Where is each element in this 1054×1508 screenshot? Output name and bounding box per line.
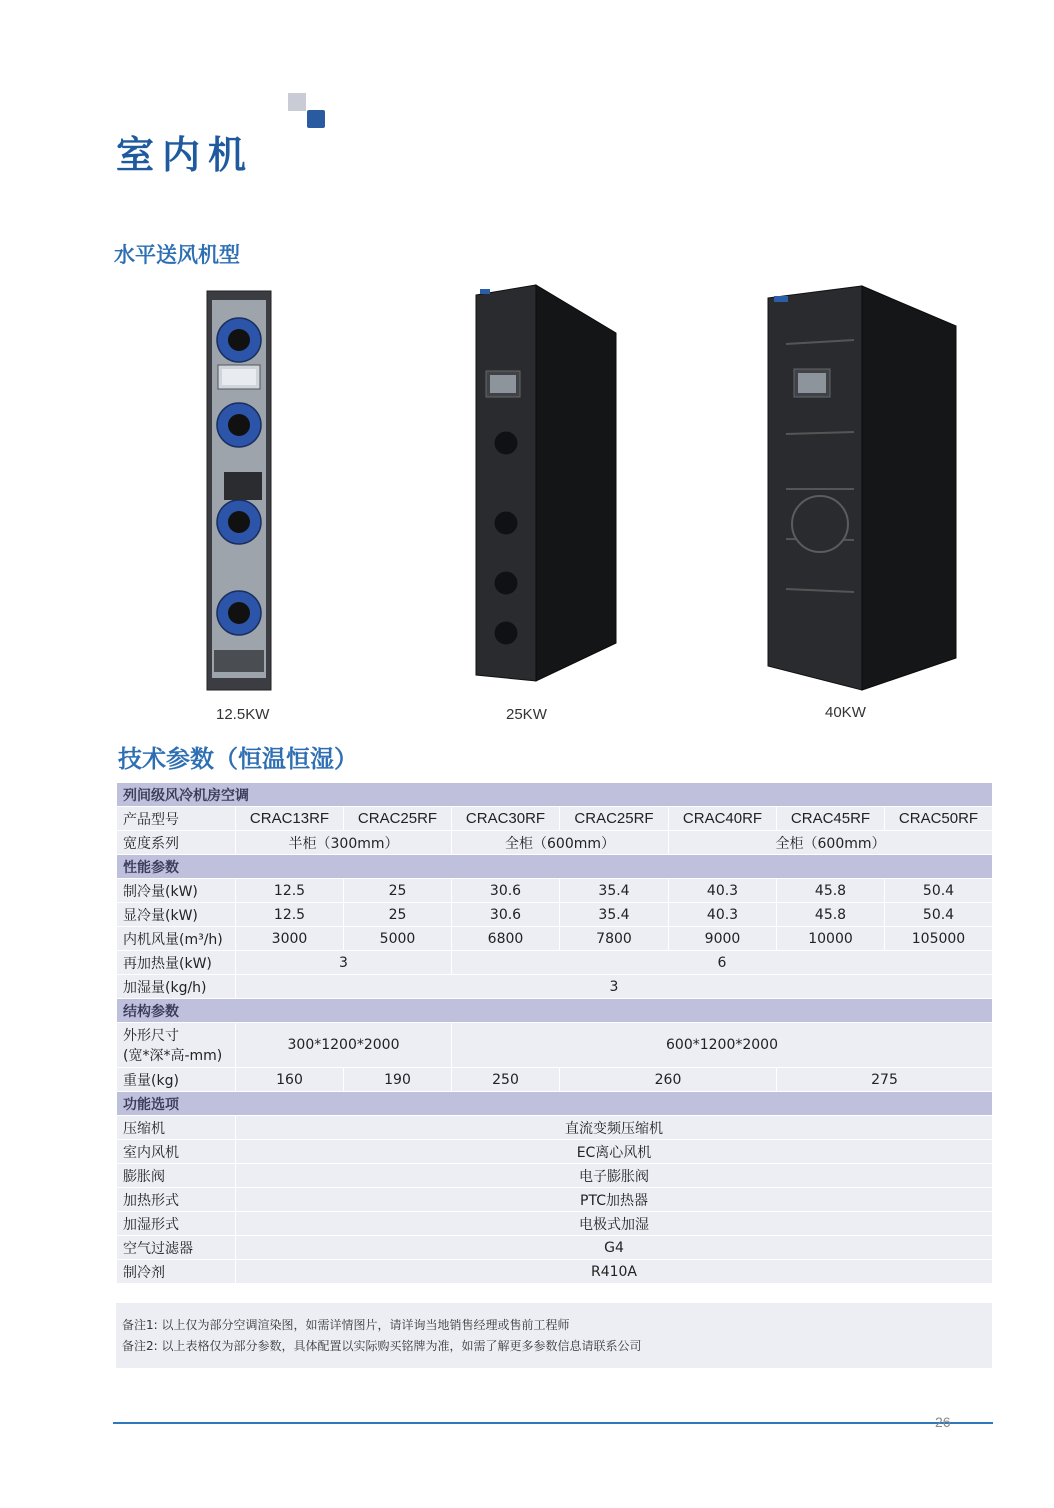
value-cell: 35.4	[560, 903, 669, 927]
value-cell: 300*1200*2000	[236, 1023, 452, 1068]
value-cell: 9000	[669, 927, 777, 951]
table-row-option	[117, 1116, 993, 1140]
value-cell: 7800	[560, 927, 669, 951]
table-row-reheat	[117, 951, 993, 975]
value-cell: 电子膨胀阀	[236, 1164, 993, 1188]
row-label: 加热形式	[117, 1188, 236, 1212]
table-header-row	[117, 783, 993, 807]
model-cell: CRAC45RF	[777, 807, 885, 831]
value-cell: 105000	[885, 927, 993, 951]
product-image-12-5kw	[206, 290, 274, 692]
table-row-cooling	[117, 879, 993, 903]
notes-box	[116, 1303, 992, 1368]
value-cell: EC离心风机	[236, 1140, 993, 1164]
table-row-option	[117, 1188, 993, 1212]
footer-divider	[113, 1422, 993, 1424]
page-title: 室内机	[116, 133, 255, 177]
model-cell: CRAC25RF	[560, 807, 669, 831]
table-row-option	[117, 1212, 993, 1236]
value-cell: 6	[452, 951, 993, 975]
value-cell: 40.3	[669, 903, 777, 927]
row-label: 加湿形式	[117, 1212, 236, 1236]
row-label: 内机风量(m³/h)	[117, 927, 236, 951]
row-label: 室内风机	[117, 1140, 236, 1164]
model-cell: CRAC40RF	[669, 807, 777, 831]
product-image-25kw	[474, 283, 618, 683]
section-header: 性能参数	[117, 855, 993, 879]
section-title: 技术参数（恒温恒湿）	[118, 745, 358, 773]
value-cell: 3000	[236, 927, 344, 951]
product-label: 40KW	[825, 704, 866, 721]
row-label: 制冷剂	[117, 1260, 236, 1284]
page-number: 26	[935, 1414, 951, 1430]
table-row-option	[117, 1260, 993, 1284]
value-cell: 50.4	[885, 903, 993, 927]
value-cell: 40.3	[669, 879, 777, 903]
table-row-sensible	[117, 903, 993, 927]
row-label: 显冷量(kW)	[117, 903, 236, 927]
value-cell: 5000	[344, 927, 452, 951]
value-cell: PTC加热器	[236, 1188, 993, 1212]
value-cell: 30.6	[452, 903, 560, 927]
value-cell: 250	[452, 1068, 560, 1092]
value-cell: 30.6	[452, 879, 560, 903]
row-label: 压缩机	[117, 1116, 236, 1140]
row-label: 重量(kg)	[117, 1068, 236, 1092]
table-row-width	[117, 831, 993, 855]
value-cell: 160	[236, 1068, 344, 1092]
model-cell: CRAC13RF	[236, 807, 344, 831]
table-section-row	[117, 855, 993, 879]
table-row-dimensions	[117, 1023, 993, 1068]
note-line: 备注1: 以上仅为部分空调渲染图，如需详情图片，请详询当地销售经理或售前工程师	[122, 1318, 570, 1332]
value-cell: 190	[344, 1068, 452, 1092]
value-cell: 35.4	[560, 879, 669, 903]
value-cell: 25	[344, 903, 452, 927]
row-label: 加湿量(kg/h)	[117, 975, 236, 999]
table-section-row	[117, 1092, 993, 1116]
value-cell: 45.8	[777, 879, 885, 903]
spec-table	[116, 782, 993, 1284]
table-row-option	[117, 1164, 993, 1188]
table-row-model	[117, 807, 993, 831]
table-section-row	[117, 999, 993, 1023]
model-cell: CRAC25RF	[344, 807, 452, 831]
table-row-airflow	[117, 927, 993, 951]
model-cell: CRAC50RF	[885, 807, 993, 831]
value-cell: 260	[560, 1068, 777, 1092]
table-row-option	[117, 1140, 993, 1164]
value-cell: 12.5	[236, 903, 344, 927]
decorative-square-grey	[288, 93, 306, 111]
value-cell: 全柜（600mm）	[669, 831, 993, 855]
value-cell: 直流变频压缩机	[236, 1116, 993, 1140]
value-cell: R410A	[236, 1260, 993, 1284]
model-cell: CRAC30RF	[452, 807, 560, 831]
value-cell: 3	[236, 975, 993, 999]
value-cell: 275	[777, 1068, 993, 1092]
value-cell: 12.5	[236, 879, 344, 903]
value-cell: 25	[344, 879, 452, 903]
value-cell: 全柜（600mm）	[452, 831, 669, 855]
note-line: 备注2: 以上表格仅为部分参数，具体配置以实际购买铭牌为准，如需了解更多参数信息请联系公司	[122, 1339, 642, 1353]
row-label-line: 外形尺寸	[123, 1028, 179, 1044]
value-cell: 半柜（300mm）	[236, 831, 452, 855]
value-cell: 600*1200*2000	[452, 1023, 993, 1068]
row-label: 膨胀阀	[117, 1164, 236, 1188]
subtitle: 水平送风机型	[114, 243, 240, 267]
value-cell: 45.8	[777, 903, 885, 927]
table-row-humidification	[117, 975, 993, 999]
product-label: 12.5KW	[216, 706, 270, 723]
row-label: 空气过滤器	[117, 1236, 236, 1260]
row-label: 制冷量(kW)	[117, 879, 236, 903]
value-cell: 电极式加湿	[236, 1212, 993, 1236]
product-image-40kw	[766, 284, 958, 692]
table-row-weight	[117, 1068, 993, 1092]
row-label: 再加热量(kW)	[117, 951, 236, 975]
product-label: 25KW	[506, 706, 547, 723]
value-cell: 10000	[777, 927, 885, 951]
table-title: 列间级风冷机房空调	[117, 783, 993, 807]
row-label-line: (宽*深*高-mm)	[123, 1048, 223, 1064]
table-row-option	[117, 1236, 993, 1260]
value-cell: 6800	[452, 927, 560, 951]
section-header: 结构参数	[117, 999, 993, 1023]
row-label	[117, 1023, 236, 1068]
value-cell: G4	[236, 1236, 993, 1260]
row-label: 宽度系列	[117, 831, 236, 855]
decorative-square-blue	[307, 110, 325, 128]
section-header: 功能选项	[117, 1092, 993, 1116]
value-cell: 3	[236, 951, 452, 975]
value-cell: 50.4	[885, 879, 993, 903]
row-label: 产品型号	[117, 807, 236, 831]
